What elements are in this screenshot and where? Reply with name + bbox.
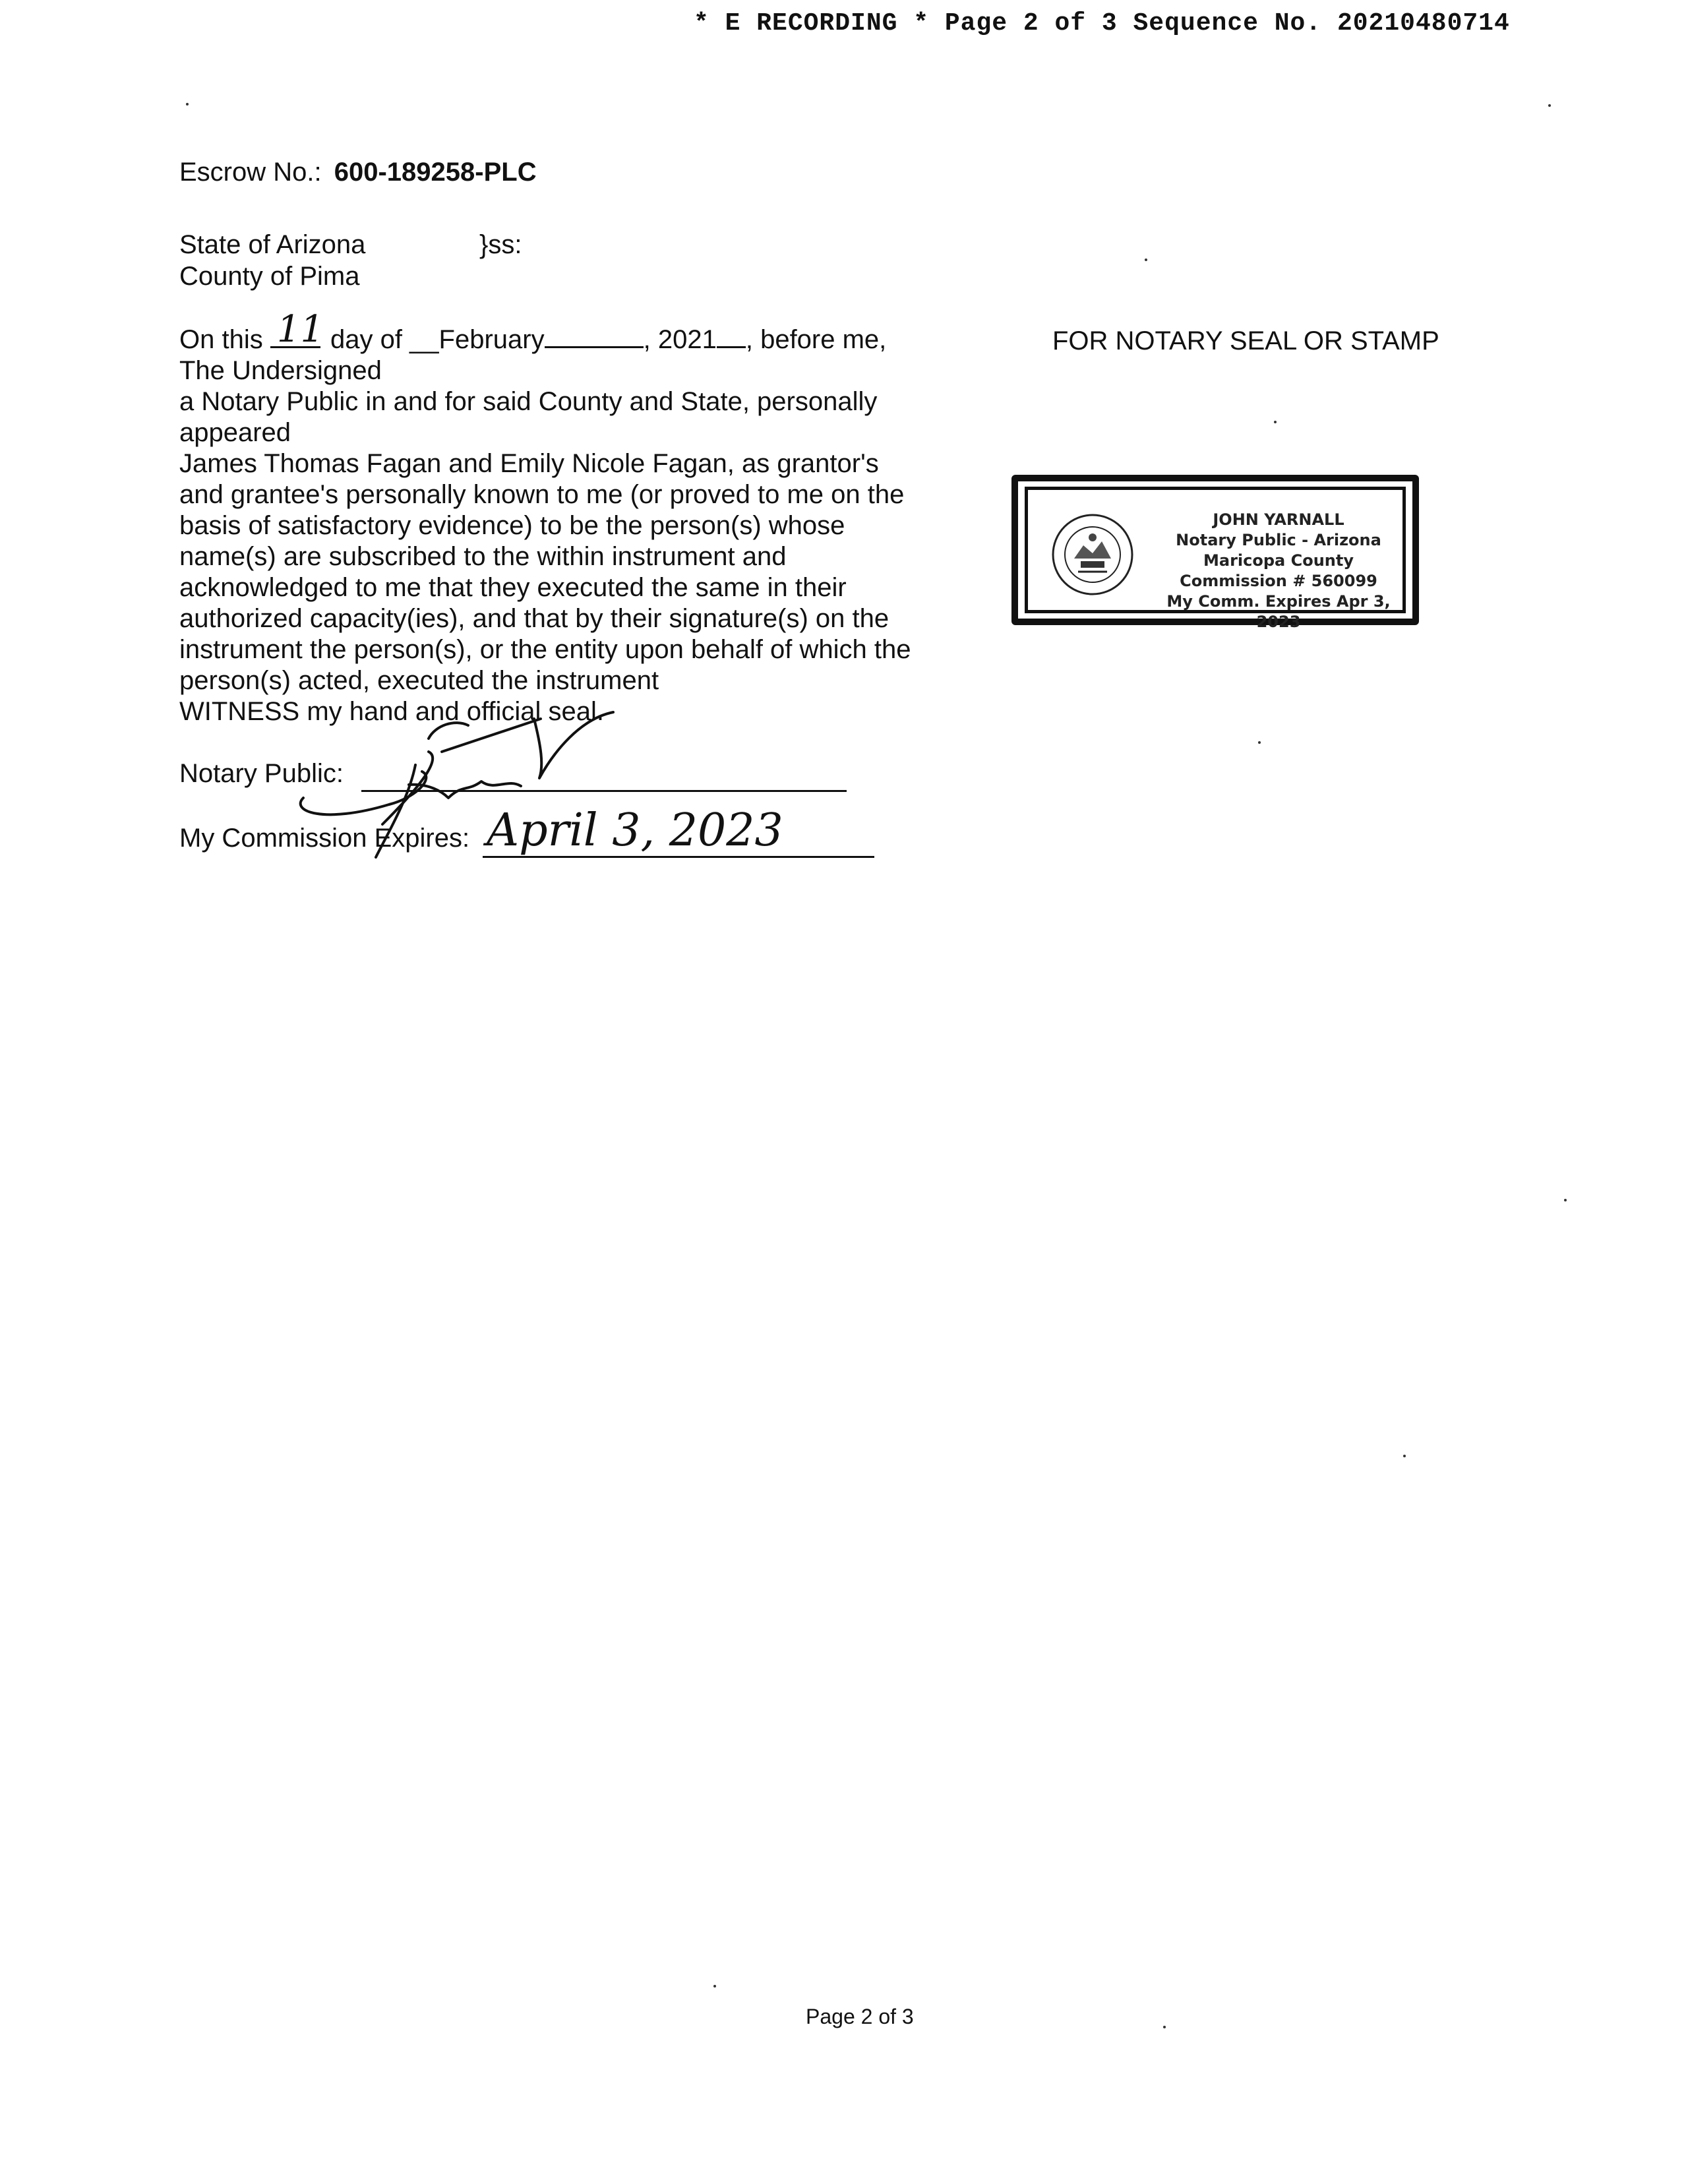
ack-line-4: appeared	[179, 418, 291, 447]
page-footer: Page 2 of 3	[806, 2005, 914, 2028]
ack-line-11: instrument the person(s), or the entity upon behalf of which the	[179, 635, 911, 664]
scan-speck	[1163, 2026, 1166, 2028]
ack-line-6: and grantee's personally known to me (or proved to me on the	[179, 480, 905, 509]
ack-line-3: a Notary Public in and for said County and State, personally	[179, 387, 878, 416]
scan-speck	[713, 1985, 716, 1987]
notary-public-label: Notary Public:	[179, 759, 344, 788]
day-handwritten: 11	[276, 308, 324, 351]
before-me-label: , before me,	[745, 325, 887, 354]
stamp-inner-border	[1025, 487, 1406, 631]
ack-line-7: basis of satisfactory evidence) to be the person(s) whose	[179, 511, 845, 540]
ack-line-5: James Thomas Fagan and Emily Nicole Fagan, as grantor's	[179, 449, 879, 478]
scan-speck	[1145, 258, 1147, 261]
day-of-label: day of __	[330, 325, 439, 354]
stamp-expires: My Comm. Expires Apr 3, 2023	[1166, 592, 1391, 631]
scan-speck	[1548, 104, 1551, 107]
escrow-number: 600-189258-PLC	[334, 158, 537, 187]
commission-handwritten: April 3, 2023	[487, 804, 783, 857]
day-field	[270, 308, 324, 355]
commission-label: My Commission Expires:	[179, 824, 470, 853]
scan-speck	[1258, 741, 1261, 744]
notary-stamp	[1011, 475, 1419, 631]
ack-line-12: person(s) acted, executed the instrument	[179, 666, 659, 695]
scan-speck	[1564, 1199, 1567, 1201]
on-this-label: On this	[179, 325, 263, 354]
seal-area-label: FOR NOTARY SEAL OR STAMP	[1052, 326, 1439, 355]
stamp-county: Maricopa County	[1203, 551, 1354, 570]
ack-line-1	[179, 308, 887, 355]
state-seal-icon	[1050, 512, 1135, 597]
month-value: February	[438, 325, 545, 354]
scan-speck	[1403, 1455, 1406, 1457]
ack-line-2: The Undersigned	[179, 356, 382, 385]
venue-ss: }ss:	[479, 230, 522, 259]
ack-line-13: WITNESS my hand and official seal.	[179, 697, 604, 726]
ack-line-8: name(s) are subscribed to the within instrument and	[179, 542, 787, 571]
recording-header: * E RECORDING * Page 2 of 3 Sequence No. 20210480714	[694, 9, 1510, 38]
scan-speck	[186, 103, 189, 106]
ack-line-10: authorized capacity(ies), and that by their signature(s) on the	[179, 604, 889, 633]
scan-speck	[1274, 421, 1277, 423]
year-separator: ,	[643, 325, 651, 354]
venue-state: State of Arizona	[179, 230, 366, 259]
venue-county: County of Pima	[179, 262, 360, 291]
stamp-name: JOHN YARNALL	[1213, 510, 1344, 529]
stamp-title: Notary Public - Arizona	[1176, 531, 1381, 549]
escrow-label: Escrow No.:	[179, 158, 322, 187]
escrow-line	[179, 157, 537, 188]
stamp-text	[1147, 510, 1410, 632]
year-value: 2021	[657, 325, 717, 354]
stamp-commission: Commission # 560099	[1180, 572, 1377, 590]
ack-line-9: acknowledged to me that they executed the same in their	[179, 573, 847, 602]
